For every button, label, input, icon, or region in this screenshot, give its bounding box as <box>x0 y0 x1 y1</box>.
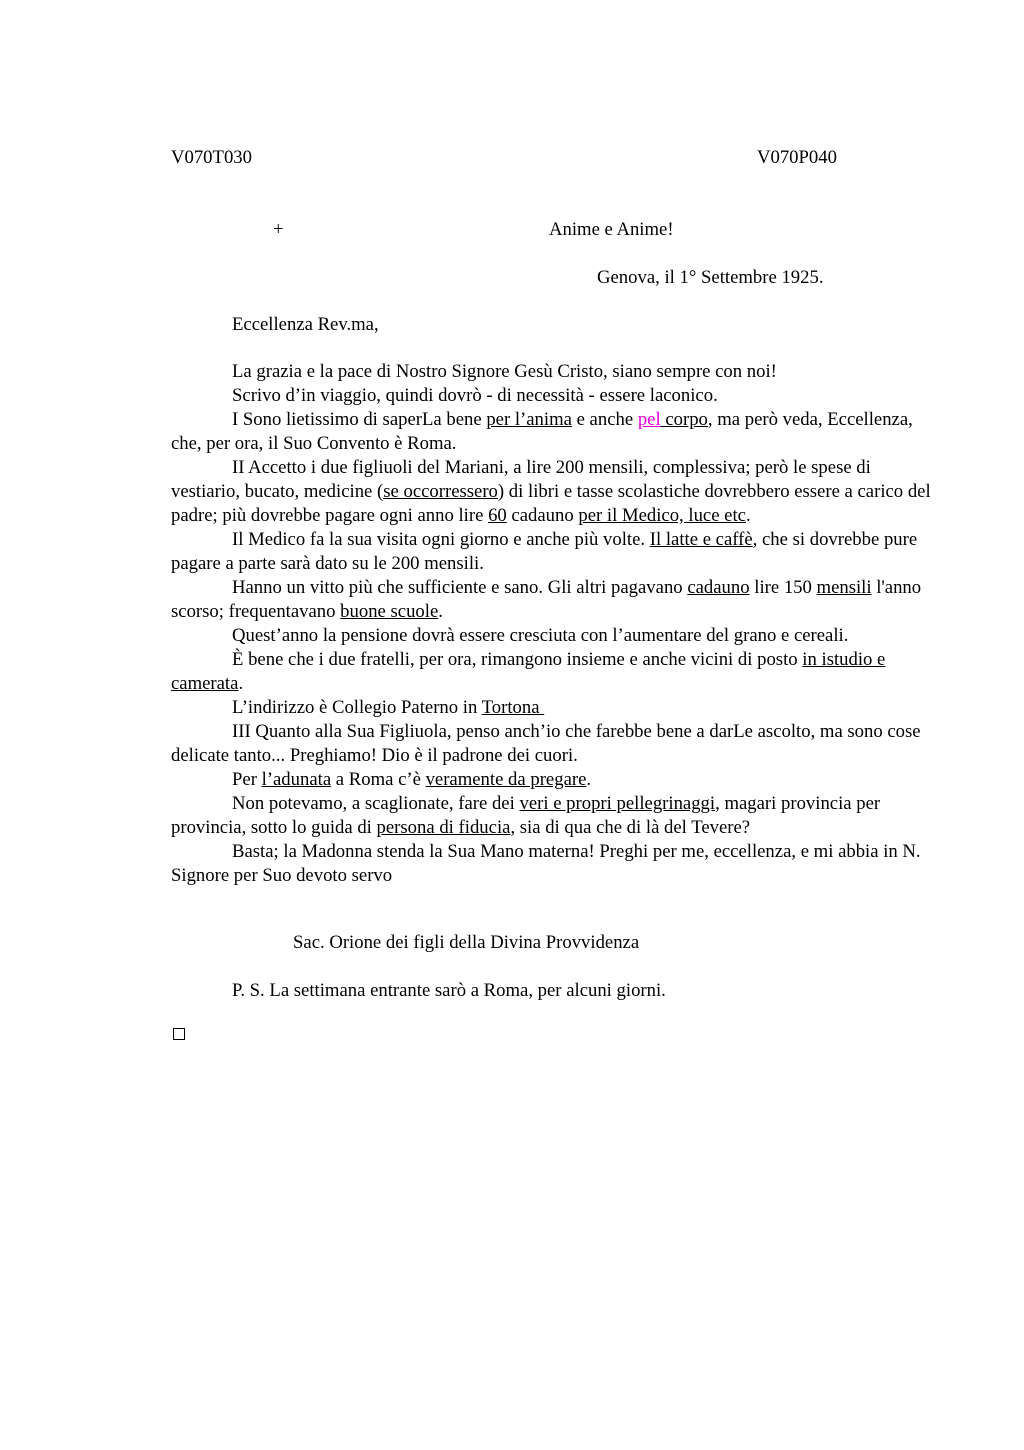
document-code-right: V070P040 <box>757 147 837 168</box>
paragraph-12: Non potevamo, a scaglionate, fare dei veri e propri pellegrinaggi, magari provincia per provincia, sotto lo guida di persona di fiducia, sia di qua che di là del Tevere? <box>171 793 881 838</box>
checkbox-square-icon <box>173 1028 185 1040</box>
paragraph-1: La grazia e la pace di Nostro Signore Gesù Cristo, siano sempre con noi! <box>232 361 777 382</box>
paragraph-4: II Accetto i due figliuoli del Mariani, a lire 200 mensili, complessiva; però le spese di vestiario, bucato, medicine (se occorressero) di libri e tasse scolastiche dovrebbero essere a carico del padre; più dovrebbe pagare ogni anno lire 60 cadauno per il Medico, luce etc. <box>171 457 931 526</box>
paragraph-3: I Sono lietissimo di saperLa bene per l’anima e anche pel corpo, ma però veda, Eccellenza, che, per ora, il Suo Convento è Roma. <box>171 409 913 454</box>
place-date: Genova, il 1° Settembre 1925. <box>597 267 824 288</box>
paragraph-2: Scrivo d’in viaggio, quindi dovrò - di necessità - essere laconico. <box>232 385 718 406</box>
highlighted-word: pel <box>637 409 661 430</box>
postscript: P. S. La settimana entrante sarò a Roma, per alcuni giorni. <box>232 980 666 1001</box>
document-code-left: V070T030 <box>171 147 252 168</box>
cross-mark: + <box>273 219 284 240</box>
paragraph-11: Per l’adunata a Roma c’è veramente da pregare. <box>232 769 592 790</box>
paragraph-9: L’indirizzo è Collegio Paterno in Tortona <box>232 697 545 718</box>
paragraph-7: Quest’anno la pensione dovrà essere cresciuta con l’aumentare del grano e cereali. <box>232 625 849 646</box>
paragraph-13: Basta; la Madonna stenda la Sua Mano materna! Preghi per me, eccellenza, e mi abbia in N. Signore per Suo devoto servo <box>171 841 921 886</box>
letter-title: Anime e Anime! <box>549 219 674 240</box>
paragraph-8: È bene che i due fratelli, per ora, rimangono insieme e anche vicini di posto in istudio e camerata. <box>171 649 886 694</box>
paragraph-10: III Quanto alla Sua Figliuola, penso anch’io che farebbe bene a darLe ascolto, ma sono cose delicate tanto... Preghiamo! Dio è il padrone dei cuori. <box>171 721 921 766</box>
signature: Sac. Orione dei figli della Divina Provvidenza <box>293 932 640 953</box>
paragraph-5: Il Medico fa la sua visita ogni giorno e anche più volte. Il latte e caffè, che si dovrebbe pure pagare a parte sarà dato su le 200 mensili. <box>171 529 918 574</box>
salutation: Eccellenza Rev.ma, <box>232 314 379 335</box>
letter-body <box>171 360 931 888</box>
paragraph-6: Hanno un vitto più che sufficiente e sano. Gli altri pagavano cadauno lire 150 mensili l'anno scorso; frequentavano buone scuole. <box>171 577 922 622</box>
